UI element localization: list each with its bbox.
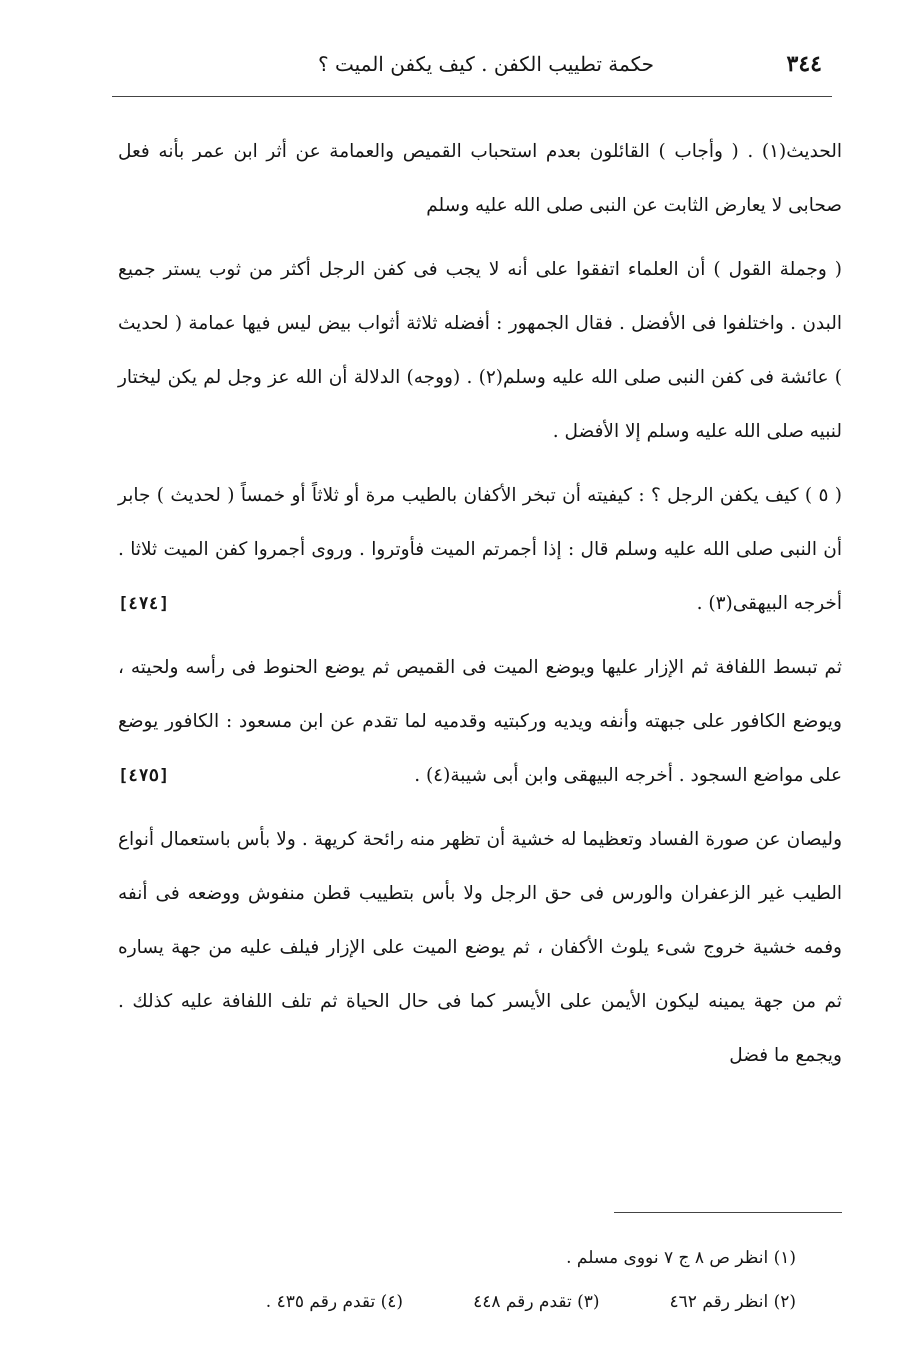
- hadith-ref-475: [٤٧٥]: [118, 766, 170, 786]
- paragraph-3: [118, 469, 842, 631]
- footnote-1: (١) انظر ص ٨ ج ٧ نووى مسلم .: [566, 1248, 796, 1268]
- paragraph-2: [118, 243, 842, 459]
- paragraph-1: [118, 125, 842, 233]
- running-title: حكمة تطييب الكفن . كيف يكفن الميت ؟: [318, 52, 654, 76]
- footnote-row-2: [96, 1280, 796, 1324]
- main-text: [118, 125, 842, 1083]
- paragraph-4-text: ثم تبسط اللفافة ثم الإزار عليها ويوضع الميت فى القميص ثم يوضع الحنوط فى رأسه ولحيته ، ويوضع الكافور على جبهته وأنفه ويديه وركبتيه وقدميه لما تقدم عن ابن مسعود : الكافور يوضع على مواضع السجود . أخرجه البيهقى وابن أبى شيبة(٤) .: [118, 657, 842, 786]
- paragraph-3-text: ( ٥ ) كيف يكفن الرجل ؟ : كيفيته أن تبخر الأكفان بالطيب مرة أو ثلاثاً أو خمساً ( لحديث ) جابر أن النبى صلى الله عليه وسلم قال : إذا أجمرتم الميت فأوتروا . وروى أجمروا كفن الميت ثلاثا . أخرجه البيهقى(٣) .: [118, 485, 842, 614]
- paragraph-1-text: الحديث(١) . ( وأجاب ) القائلون بعدم استحباب القميص والعمامة عن أثر ابن عمر بأنه فعل صحابى لا يعارض الثابت عن النبى صلى الله عليه وسلم: [118, 141, 842, 216]
- paragraph-4: [118, 641, 842, 803]
- footnotes: [96, 1236, 796, 1324]
- hadith-ref-474: [٤٧٤]: [118, 594, 170, 614]
- footnote-divider: [614, 1212, 842, 1213]
- paragraph-5: [118, 813, 842, 1083]
- footnote-4: (٤) تقدم رقم ٤٣٥ .: [265, 1292, 404, 1312]
- footnote-3: (٣) تقدم رقم ٤٤٨: [473, 1292, 600, 1312]
- paragraph-5-text: وليصان عن صورة الفساد وتعظيما له خشية أن تظهر منه رائحة كريهة . ولا بأس باستعمال أنواع الطيب غير الزعفران والورس فى حق الرجل ولا بأس بتطييب قطن منفوش ووضعه فى أنفه وفمه خشية خروج شىء يلوث الأكفان ، ثم يوضع الميت على الإزار فيلف عليه من جهة يساره ثم من جهة يمينه ليكون الأيمن على الأيسر كما فى حال الحياة ثم تلف اللفافة عليه كذلك . ويجمع ما فضل: [118, 829, 842, 1066]
- page-number: ٣٤٤: [786, 51, 822, 77]
- footnote-row-1: [96, 1236, 796, 1280]
- header-divider: [112, 96, 832, 97]
- footnote-2: (٢) انظر رقم ٤٦٢: [669, 1292, 796, 1312]
- page-header: [110, 40, 822, 88]
- paragraph-2-text: ( وجملة القول ) أن العلماء اتفقوا على أنه لا يجب فى كفن الرجل أكثر من ثوب يستر جميع البدن . واختلفوا فى الأفضل . فقال الجمهور : أفضله ثلاثة أثواب بيض ليس فيها عمامة ( لحديث ) عائشة فى كفن النبى صلى الله عليه وسلم(٢) . (ووجه) الدلالة أن الله عز وجل لم يكن ليختار لنبيه صلى الله عليه وسلم إلا الأفضل .: [118, 259, 842, 442]
